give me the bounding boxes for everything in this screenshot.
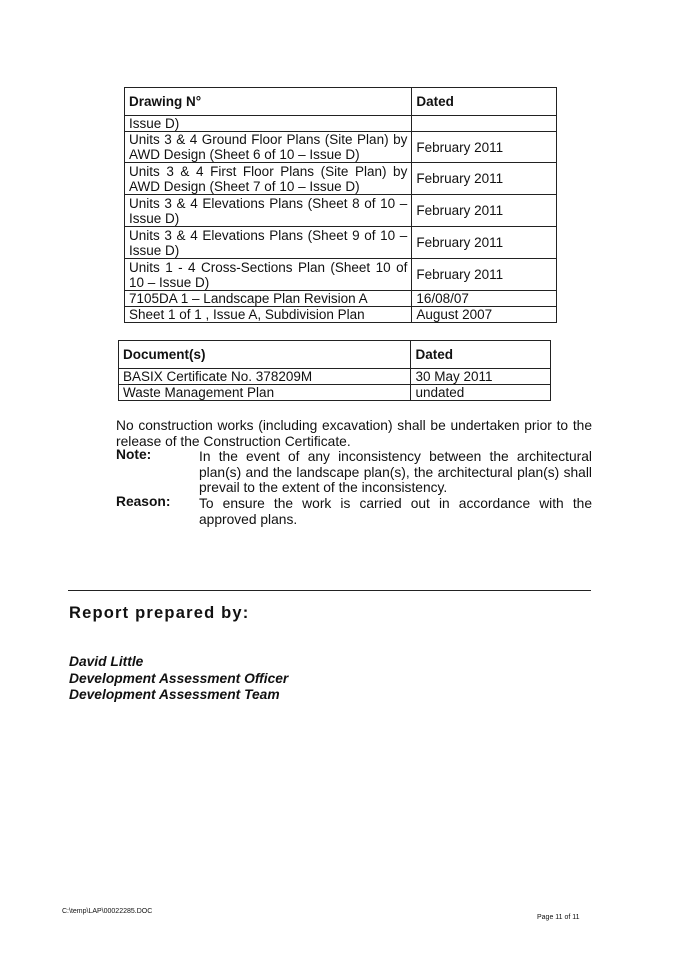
author-team: Development Assessment Team: [69, 687, 280, 702]
documents-table: [118, 340, 551, 401]
dated-cell: [412, 116, 557, 132]
dated-cell: February 2011: [412, 259, 557, 291]
table-row: [125, 307, 557, 323]
author-name: David Little: [69, 654, 144, 669]
drawing-cell: Units 3 & 4 Elevations Plans (Sheet 8 of 10 – Issue D): [125, 195, 412, 227]
dated-cell: February 2011: [412, 132, 557, 163]
drawing-cell: Issue D): [125, 116, 412, 132]
reason-label: Reason:: [116, 494, 171, 509]
condition-text: No construction works (including excavation) shall be undertaken prior to the release of the Construction Certificate.: [116, 418, 592, 449]
table-row: [125, 259, 557, 291]
dated-header: Dated: [412, 88, 557, 116]
drawing-cell: Sheet 1 of 1 , Issue A, Subdivision Plan: [125, 307, 412, 323]
dated-cell: February 2011: [412, 227, 557, 259]
section-divider: [68, 590, 591, 591]
footer-page-number: Page 11 of 11: [537, 914, 580, 921]
table-header-row: [119, 341, 551, 369]
drawing-cell: Units 1 - 4 Cross-Sections Plan (Sheet 10 of 10 – Issue D): [125, 259, 412, 291]
drawings-table: [124, 87, 557, 323]
document-cell: BASIX Certificate No. 378209M: [119, 369, 411, 385]
dated-cell: August 2007: [412, 307, 557, 323]
dated-cell: 30 May 2011: [411, 369, 551, 385]
dated-header: Dated: [411, 341, 551, 369]
table-row: [125, 132, 557, 163]
table-row: [119, 385, 551, 401]
dated-cell: 16/08/07: [412, 291, 557, 307]
drawing-cell: 7105DA 1 – Landscape Plan Revision A: [125, 291, 412, 307]
document-cell: Waste Management Plan: [119, 385, 411, 401]
table-row: [125, 227, 557, 259]
table-row: [119, 369, 551, 385]
drawing-cell: Units 3 & 4 First Floor Plans (Site Plan) by AWD Design (Sheet 7 of 10 – Issue D): [125, 163, 412, 195]
author-title: Development Assessment Officer: [69, 671, 289, 686]
drawing-header: Drawing N°: [125, 88, 412, 116]
document-header: Document(s): [119, 341, 411, 369]
drawing-cell: Units 3 & 4 Elevations Plans (Sheet 9 of 10 – Issue D): [125, 227, 412, 259]
report-heading: Report prepared by:: [69, 604, 250, 622]
footer-file-path: C:\temp\LAP\00022285.DOC: [62, 908, 153, 915]
dated-cell: February 2011: [412, 163, 557, 195]
table-header-row: [125, 88, 557, 116]
table-row: [125, 195, 557, 227]
table-row: [125, 116, 557, 132]
dated-cell: undated: [411, 385, 551, 401]
table-row: [125, 291, 557, 307]
table-row: [125, 163, 557, 195]
dated-cell: February 2011: [412, 195, 557, 227]
note-label: Note:: [116, 447, 152, 462]
reason-text: To ensure the work is carried out in accordance with the approved plans.: [199, 496, 592, 527]
drawing-cell: Units 3 & 4 Ground Floor Plans (Site Plan) by AWD Design (Sheet 6 of 10 – Issue D): [125, 132, 412, 163]
note-text: In the event of any inconsistency between the architectural plan(s) and the landscape plan(s), the architectural plan(s) shall prevail to the extent of the inconsistency.: [199, 449, 592, 495]
